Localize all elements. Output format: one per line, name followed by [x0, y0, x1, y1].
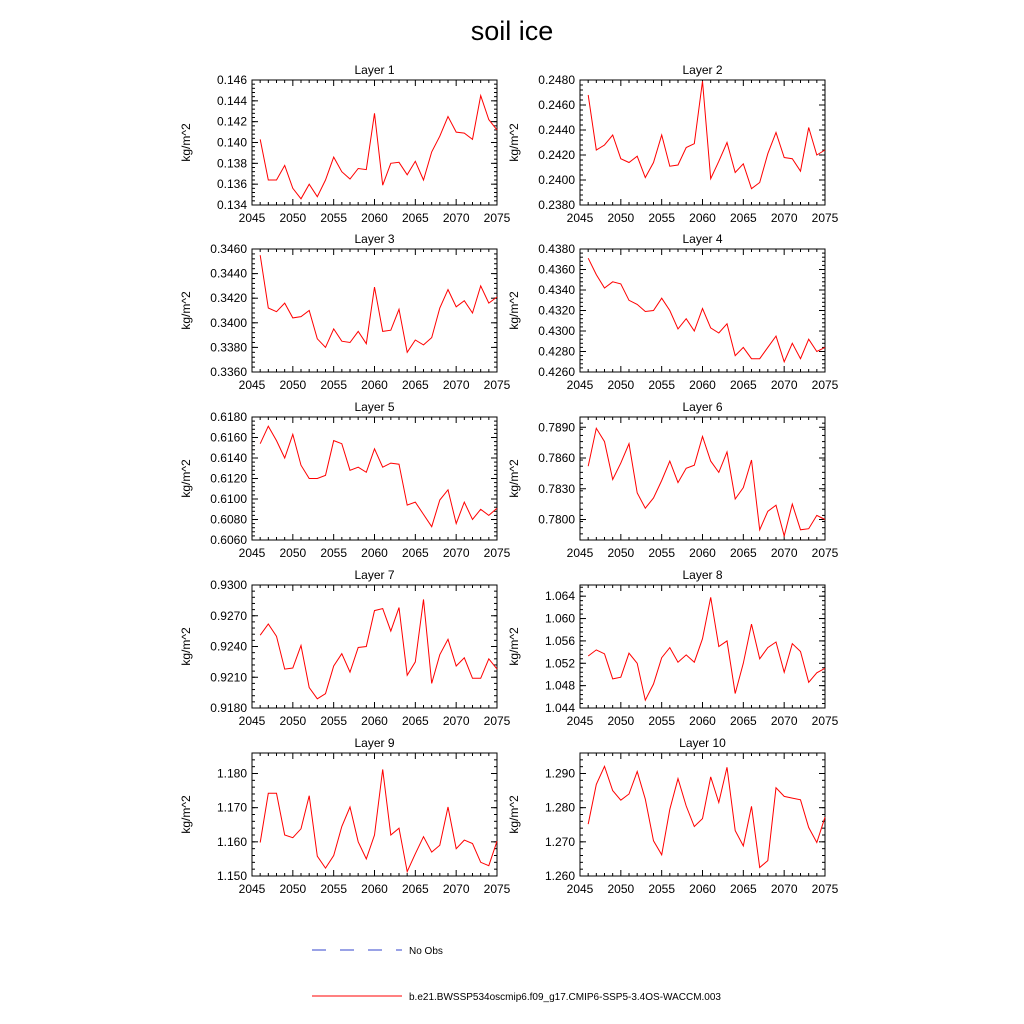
y-tick-label: 0.134 — [216, 198, 247, 212]
y-tick-label: 0.3420 — [210, 291, 247, 306]
x-tick-label: 2045 — [566, 378, 594, 392]
y-tick-label: 0.142 — [216, 114, 247, 129]
x-tick-label: 2065 — [401, 378, 429, 392]
panel-title: Layer 9 — [354, 736, 395, 750]
panel-layer-9 — [179, 736, 511, 896]
x-tick-label: 2060 — [689, 378, 716, 392]
y-axis-label: kg/m^2 — [179, 123, 193, 162]
x-tick-label: 2060 — [361, 211, 388, 225]
y-tick-label: 0.3380 — [210, 340, 247, 355]
panel-title: Layer 2 — [682, 63, 723, 77]
x-tick-label: 2050 — [279, 714, 307, 728]
x-tick-label: 2045 — [566, 714, 594, 728]
x-tick-label: 2075 — [483, 882, 511, 896]
y-tick-label: 0.6140 — [210, 451, 247, 465]
y-tick-label: 0.2480 — [538, 73, 575, 87]
y-tick-label: 0.9300 — [210, 578, 247, 592]
x-tick-label: 2060 — [689, 882, 716, 896]
y-tick-label: 0.6060 — [210, 533, 247, 547]
legend-obs-label: No Obs — [409, 946, 443, 957]
y-tick-label: 1.056 — [544, 633, 575, 648]
y-tick-label: 0.144 — [216, 93, 247, 108]
x-tick-label: 2055 — [648, 211, 676, 225]
panel-layer-10 — [507, 736, 839, 896]
x-tick-label: 2055 — [320, 882, 348, 896]
x-tick-label: 2075 — [811, 378, 839, 392]
y-tick-label: 1.150 — [216, 869, 247, 883]
x-tick-label: 2060 — [361, 546, 388, 560]
x-tick-label: 2055 — [320, 546, 348, 560]
panel-layer-8 — [507, 568, 839, 728]
y-tick-label: 0.2460 — [538, 98, 575, 112]
x-tick-label: 2050 — [279, 378, 307, 392]
plot-frame — [580, 80, 825, 205]
x-tick-label: 2055 — [648, 714, 676, 728]
y-tick-label: 0.4300 — [538, 324, 575, 338]
plot-frame — [252, 585, 497, 708]
x-tick-label: 2075 — [483, 546, 511, 560]
y-tick-label: 1.290 — [544, 766, 575, 781]
x-tick-label: 2045 — [566, 211, 594, 225]
y-tick-label: 0.3360 — [210, 365, 247, 379]
x-tick-label: 2060 — [689, 546, 716, 560]
y-tick-label: 1.170 — [216, 800, 247, 815]
x-tick-label: 2060 — [361, 714, 388, 728]
y-tick-label: 1.052 — [544, 656, 575, 671]
y-axis-label: kg/m^2 — [507, 459, 521, 498]
x-tick-label: 2055 — [648, 546, 676, 560]
y-axis-label: kg/m^2 — [507, 795, 521, 834]
panel-title: Layer 6 — [682, 400, 723, 414]
panel-title: Layer 8 — [682, 568, 723, 582]
y-tick-label: 0.146 — [216, 73, 247, 87]
x-tick-label: 2050 — [607, 882, 635, 896]
x-tick-label: 2050 — [279, 882, 307, 896]
y-tick-label: 0.7830 — [538, 481, 575, 496]
y-axis-label: kg/m^2 — [507, 291, 521, 330]
series-line — [260, 96, 497, 199]
panel-title: Layer 1 — [354, 63, 395, 77]
x-tick-label: 2050 — [279, 211, 307, 225]
plot-frame — [252, 80, 497, 205]
series-line — [260, 769, 497, 871]
y-tick-label: 0.4320 — [538, 303, 575, 318]
series-line — [588, 766, 825, 867]
x-tick-label: 2065 — [729, 211, 757, 225]
y-tick-label: 0.9210 — [210, 670, 247, 685]
y-tick-label: 1.160 — [216, 834, 247, 849]
y-tick-label: 0.9270 — [210, 608, 247, 623]
y-axis-label: kg/m^2 — [179, 627, 193, 666]
legend-model-label: b.e21.BWSSP534oscmip6.f09_g17.CMIP6-SSP5-3.4OS-WACCM.003 — [409, 992, 721, 1003]
y-axis-label: kg/m^2 — [507, 123, 521, 162]
x-tick-label: 2060 — [689, 211, 716, 225]
y-tick-label: 1.280 — [544, 800, 575, 815]
x-tick-label: 2070 — [442, 546, 470, 560]
x-tick-label: 2070 — [770, 882, 798, 896]
y-tick-label: 1.048 — [544, 678, 575, 693]
x-tick-label: 2055 — [648, 882, 676, 896]
y-tick-label: 0.3460 — [210, 242, 247, 256]
x-tick-label: 2075 — [483, 211, 511, 225]
y-tick-label: 0.138 — [216, 156, 247, 171]
x-tick-label: 2060 — [689, 714, 716, 728]
x-tick-label: 2055 — [320, 378, 348, 392]
y-tick-label: 0.3440 — [210, 266, 247, 281]
x-tick-label: 2055 — [320, 211, 348, 225]
panel-title: Layer 7 — [354, 568, 395, 582]
y-tick-label: 0.7800 — [538, 512, 575, 527]
y-tick-label: 1.260 — [544, 869, 575, 883]
x-tick-label: 2045 — [238, 546, 266, 560]
y-axis-label: kg/m^2 — [179, 459, 193, 498]
x-tick-label: 2065 — [401, 714, 429, 728]
y-tick-label: 0.4340 — [538, 283, 575, 297]
y-tick-label: 0.136 — [216, 177, 247, 192]
y-tick-label: 0.6160 — [210, 430, 247, 445]
x-tick-label: 2075 — [811, 211, 839, 225]
x-tick-label: 2060 — [361, 378, 388, 392]
y-axis-label: kg/m^2 — [507, 627, 521, 666]
y-tick-label: 0.7890 — [538, 420, 575, 435]
y-tick-label: 0.140 — [216, 135, 247, 150]
series-line — [588, 428, 825, 536]
x-tick-label: 2045 — [238, 882, 266, 896]
panel-title: Layer 4 — [682, 232, 723, 246]
x-tick-label: 2055 — [648, 378, 676, 392]
y-tick-label: 0.4260 — [538, 365, 575, 379]
panel-layer-7 — [179, 568, 511, 728]
series-line — [260, 426, 497, 527]
panel-title: Layer 10 — [679, 736, 726, 750]
y-tick-label: 0.7860 — [538, 451, 575, 465]
x-tick-label: 2045 — [238, 211, 266, 225]
x-tick-label: 2055 — [320, 714, 348, 728]
plot-frame — [580, 585, 825, 708]
x-tick-label: 2075 — [483, 714, 511, 728]
x-tick-label: 2070 — [442, 378, 470, 392]
x-tick-label: 2050 — [607, 211, 635, 225]
x-tick-label: 2070 — [442, 211, 470, 225]
x-tick-label: 2065 — [729, 546, 757, 560]
y-tick-label: 0.2420 — [538, 148, 575, 162]
series-line — [588, 81, 825, 189]
plot-frame — [252, 753, 497, 876]
x-tick-label: 2065 — [729, 714, 757, 728]
y-tick-label: 1.270 — [544, 834, 575, 849]
panel-layer-5 — [179, 400, 511, 560]
series-line — [260, 599, 497, 698]
panel-title: Layer 5 — [354, 400, 395, 414]
y-tick-label: 1.060 — [544, 611, 575, 626]
x-tick-label: 2045 — [238, 714, 266, 728]
panel-title: Layer 3 — [354, 232, 395, 246]
x-tick-label: 2075 — [811, 714, 839, 728]
y-tick-label: 0.2380 — [538, 198, 575, 212]
y-axis-label: kg/m^2 — [179, 291, 193, 330]
y-tick-label: 0.9240 — [210, 639, 247, 654]
x-tick-label: 2045 — [238, 378, 266, 392]
x-tick-label: 2075 — [811, 882, 839, 896]
y-axis-label: kg/m^2 — [179, 795, 193, 834]
series-line — [588, 597, 825, 700]
y-tick-label: 1.044 — [544, 701, 575, 715]
x-tick-label: 2070 — [442, 882, 470, 896]
x-tick-label: 2050 — [607, 546, 635, 560]
x-tick-label: 2065 — [401, 546, 429, 560]
plot-frame — [580, 753, 825, 876]
y-tick-label: 1.064 — [544, 589, 575, 604]
x-tick-label: 2050 — [607, 714, 635, 728]
x-tick-label: 2050 — [607, 378, 635, 392]
x-tick-label: 2045 — [566, 546, 594, 560]
x-tick-label: 2070 — [770, 378, 798, 392]
y-tick-label: 0.2400 — [538, 173, 575, 187]
x-tick-label: 2070 — [770, 211, 798, 225]
x-tick-label: 2070 — [442, 714, 470, 728]
panel-layer-3 — [179, 232, 511, 392]
x-tick-label: 2070 — [770, 714, 798, 728]
x-tick-label: 2065 — [729, 378, 757, 392]
y-tick-label: 0.6080 — [210, 512, 247, 527]
y-tick-label: 0.6180 — [210, 410, 247, 424]
plot-frame — [252, 417, 497, 540]
y-tick-label: 0.6100 — [210, 492, 247, 506]
x-tick-label: 2050 — [279, 546, 307, 560]
y-tick-label: 0.3400 — [210, 315, 247, 330]
x-tick-label: 2075 — [483, 378, 511, 392]
y-tick-label: 1.180 — [216, 766, 247, 781]
series-line — [260, 255, 497, 352]
panel-layer-1 — [179, 63, 511, 225]
x-tick-label: 2065 — [401, 882, 429, 896]
x-tick-label: 2060 — [361, 882, 388, 896]
x-tick-label: 2045 — [566, 882, 594, 896]
x-tick-label: 2065 — [401, 211, 429, 225]
y-tick-label: 0.4380 — [538, 242, 575, 256]
y-tick-label: 0.6120 — [210, 471, 247, 486]
y-tick-label: 0.4360 — [538, 262, 575, 277]
x-tick-label: 2070 — [770, 546, 798, 560]
series-line — [588, 258, 825, 362]
panel-layer-4 — [507, 232, 839, 392]
y-tick-label: 0.2440 — [538, 123, 575, 137]
figure-title: soil ice — [470, 16, 554, 46]
y-tick-label: 0.4280 — [538, 344, 575, 359]
x-tick-label: 2065 — [729, 882, 757, 896]
x-tick-label: 2075 — [811, 546, 839, 560]
y-tick-label: 0.9180 — [210, 701, 247, 715]
panel-layer-6 — [507, 400, 839, 560]
panel-layer-2 — [507, 63, 839, 225]
